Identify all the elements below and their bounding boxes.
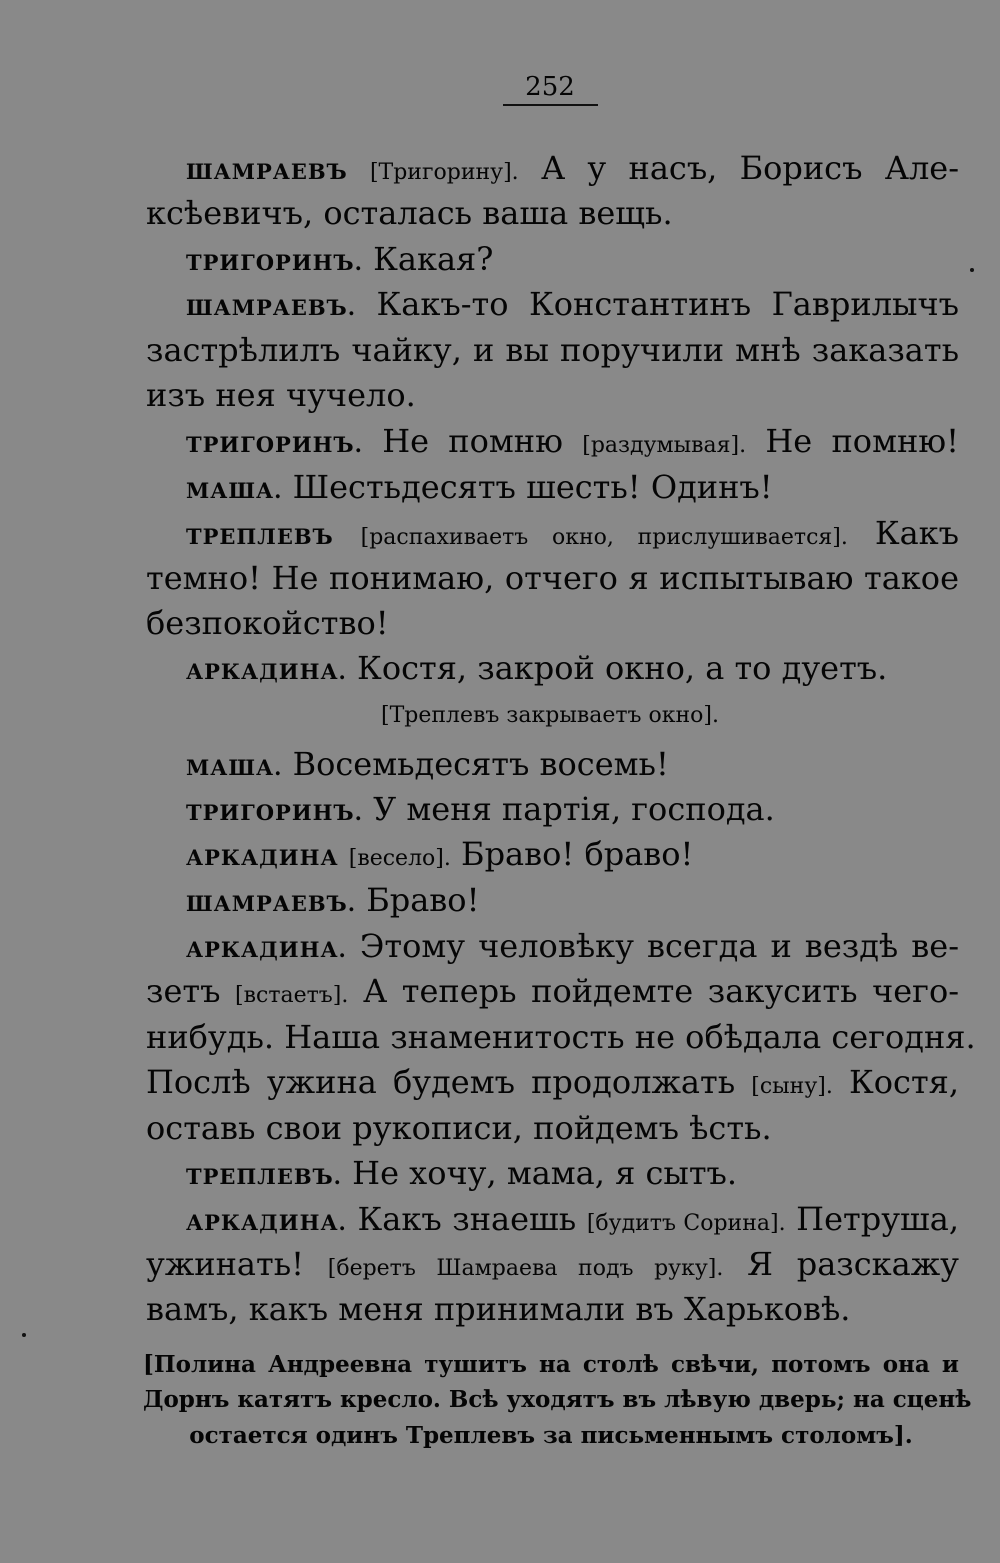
dialogue-line	[186, 238, 959, 280]
dialogue-text: нибудь. Наша знаменитость не обѣдала сегодня.	[146, 1018, 976, 1056]
dialogue-text: Браво! браво!	[461, 835, 694, 873]
dialogue-text: Какая?	[373, 240, 494, 278]
speaker-name: ШАМРАЕВЪ.	[186, 891, 357, 916]
stage-direction: [встаетъ].	[235, 983, 349, 1008]
dialogue-text: Не помню	[382, 422, 563, 460]
dialogue-text: Костя, закрой окно, а то дуетъ.	[357, 649, 888, 687]
dialogue-text: Послѣ ужина будемъ продолжать	[146, 1063, 736, 1101]
stage-direction: [сыну].	[751, 1074, 833, 1099]
speaker-name: ТРЕПЛЕВЪ.	[186, 1164, 342, 1189]
dialogue-text: застрѣлилъ чайку, и вы поручили мнѣ заказать	[146, 331, 959, 369]
dialogue-text: Восемьдесятъ восемь!	[292, 745, 669, 783]
dialogue-line	[186, 833, 959, 875]
dialogue-text: Я разскажу	[747, 1245, 959, 1283]
speaker-name: МАША.	[186, 478, 283, 503]
dialogue-text: Браво!	[366, 881, 480, 919]
final-stage-direction-line: Дорнъ катятъ кресло. Всѣ уходятъ въ лѣвую дверь; на сценѣ	[143, 1386, 972, 1413]
dialogue-text: Костя,	[849, 1063, 960, 1101]
stage-direction: [беретъ Шамраева подъ руку].	[327, 1256, 724, 1281]
dialogue-line	[186, 743, 959, 785]
dialogue-text: зетъ	[146, 972, 221, 1010]
speaker-name: АРКАДИНА	[186, 845, 339, 870]
final-stage-direction-line: [Полина Андреевна тушитъ на столѣ свѣчи, потомъ она и	[143, 1351, 959, 1378]
speaker-name: МАША.	[186, 755, 283, 780]
scan-speck	[970, 268, 974, 272]
speaker-name: ТРИГОРИНЪ.	[186, 800, 363, 825]
dialogue-text: ксѣевичъ, осталась ваша вещь.	[146, 194, 673, 232]
dialogue-line	[146, 970, 959, 1012]
speaker-name: ШАМРАЕВЪ.	[186, 295, 357, 320]
speaker-name: АРКАДИНА.	[186, 659, 347, 684]
dialogue-line	[186, 879, 959, 921]
stage-direction: [весело].	[348, 846, 451, 871]
dialogue-text: А теперь пойдемте закусить чего-	[362, 972, 960, 1010]
dialogue-line	[146, 374, 959, 416]
dialogue-line	[146, 1243, 959, 1285]
dialogue-text: Какъ-то Константинъ Гаврилычъ	[376, 285, 960, 323]
dialogue-line	[146, 1016, 976, 1058]
stage-direction: [распахиваетъ окно, прислушивается].	[360, 525, 848, 550]
dialogue-line	[186, 788, 959, 830]
speaker-name: АРКАДИНА.	[186, 1210, 347, 1235]
dialogue-line	[186, 647, 959, 689]
dialogue-text: А у насъ, Борисъ Але-	[540, 149, 960, 187]
dialogue-line	[146, 557, 959, 599]
dialogue-line	[146, 329, 959, 371]
stage-direction: [Тригорину].	[369, 160, 519, 185]
speaker-name: АРКАДИНА.	[186, 937, 347, 962]
dialogue-text: Не хочу, мама, я сытъ.	[352, 1154, 738, 1192]
page-number: 252	[525, 72, 575, 102]
dialogue-line	[186, 925, 959, 967]
dialogue-line	[146, 1061, 959, 1103]
dialogue-text: темно! Не понимаю, отчего я испытываю такое	[146, 559, 959, 597]
dialogue-text: оставь свои рукописи, пойдемъ ѣсть.	[146, 1109, 772, 1147]
dialogue-line	[146, 602, 959, 644]
dialogue-line	[186, 283, 959, 325]
dialogue-line	[146, 1107, 959, 1149]
dialogue-line	[186, 466, 959, 508]
dialogue-text: изъ нея чучело.	[146, 376, 416, 414]
dialogue-text: Петруша,	[796, 1200, 960, 1238]
stage-direction: [раздумывая].	[582, 433, 747, 458]
final-stage-direction-line: остается одинъ Треплевъ за письменнымъ столомъ].	[189, 1422, 913, 1449]
dialogue-text: Шестьдесятъ шесть! Одинъ!	[292, 468, 773, 506]
dialogue-line	[186, 1152, 959, 1194]
dialogue-text: Не помню!	[765, 422, 960, 460]
dialogue-line	[146, 192, 959, 234]
stage-direction: [будитъ Сорина].	[586, 1211, 786, 1236]
dialogue-line	[146, 1288, 959, 1330]
dialogue-line	[186, 420, 959, 462]
dialogue-text: Этому человѣку всегда и вездѣ ве-	[359, 927, 960, 965]
speaker-name: ШАМРАЕВЪ	[186, 159, 348, 184]
dialogue-text: Какъ знаешь	[357, 1200, 577, 1238]
dialogue-text: безпокойство!	[146, 604, 389, 642]
dialogue-line	[186, 1198, 959, 1240]
dialogue-text: ужинать!	[146, 1245, 304, 1283]
dialogue-line	[186, 512, 959, 554]
speaker-name: ТРИГОРИНЪ.	[186, 432, 363, 457]
dialogue-text: вамъ, какъ меня принимали въ Харьковѣ.	[146, 1290, 851, 1328]
speaker-name: ТРЕПЛЕВЪ	[186, 524, 334, 549]
stage-direction-line: [Треплевъ закрываетъ окно].	[380, 703, 719, 728]
speaker-name: ТРИГОРИНЪ.	[186, 250, 363, 275]
dialogue-line	[186, 147, 959, 189]
page-number-rule	[503, 104, 598, 106]
dialogue-text: Какъ	[874, 514, 960, 552]
scan-speck	[22, 1333, 26, 1337]
dialogue-text: У меня партія, господа.	[373, 790, 775, 828]
